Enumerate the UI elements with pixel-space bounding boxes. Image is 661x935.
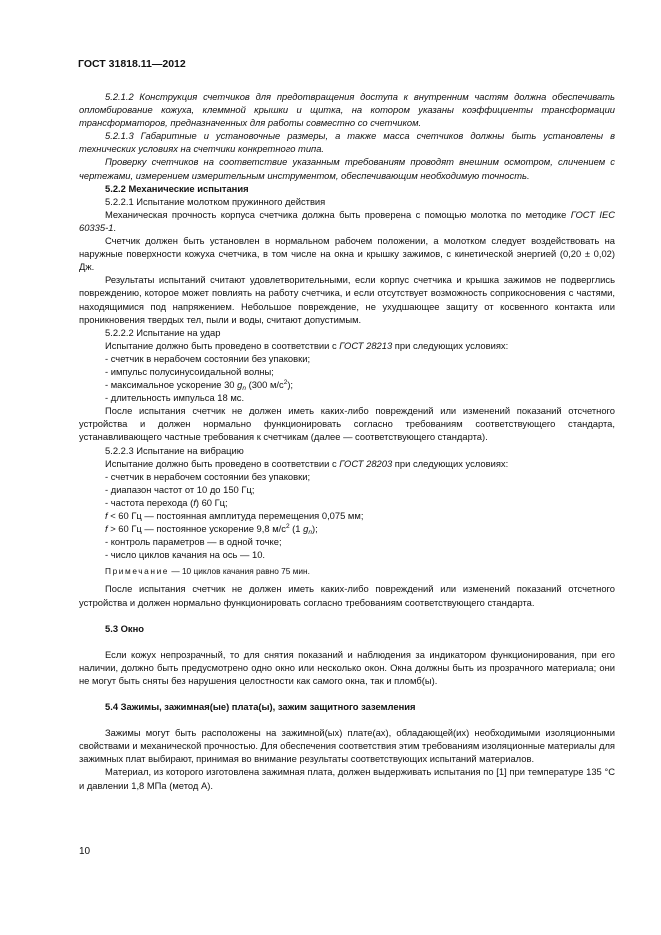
paragraph-after-vibration: После испытания счетчик не должен иметь каких-либо повреждений или изменений показаний отсчетного устройства и должен нормально функционировать согласно требованиям соответствующего стандарта.: [79, 583, 615, 608]
text: );: [311, 523, 318, 535]
symbol-g: g: [237, 379, 243, 391]
text: Испытание должно быть проведено в соответствии с: [105, 457, 340, 469]
paragraph-material: Материал, из которого изготовлена зажимная плата, должен выдерживать испытания по [1] при температуре 135 °С и давлении 1,8 МПа (метод А).: [79, 766, 615, 791]
text: > 60 Гц — постоянное ускорение 9,8 м/с: [107, 523, 286, 535]
heading-5-2-2-1: 5.2.2.1 Испытание молотком пружинного действия: [105, 195, 326, 207]
paragraph-after-shock: После испытания счетчик не должен иметь каких-либо повреждений или изменений показаний отсчетного устройства и должен нормально функционировать согласно требованиям соответствующего стандарта, устанавливающего частные требования к счетчикам (далее — соответствующего стандарта).: [79, 405, 615, 443]
list-item: [79, 509, 615, 522]
heading-5-4: 5.4 Зажимы, зажимная(ые) плата(ы), зажим защитного заземления: [105, 701, 416, 713]
text: );: [287, 379, 294, 391]
text: < 60 Гц — постоянная амплитуда перемещения 0,075 мм;: [107, 510, 364, 521]
spacer: [79, 713, 615, 726]
paragraph-mech-strength: [79, 208, 615, 234]
list-item: [79, 496, 615, 509]
text: (300 м/с: [245, 379, 284, 391]
standard-header: ГОСТ 31818.11—2012: [78, 58, 186, 70]
heading-5-3: 5.3 Окно: [105, 622, 145, 634]
spacer: [79, 609, 615, 622]
list-item: - счетчик в нерабочем состоянии без упаковки;: [105, 470, 311, 482]
paragraph-5-2-1-3: 5.2.1.3 Габаритные и установочные размеры, а также масса счетчиков должны быть установлены в технических условиях на счетчики конкретного типа.: [79, 130, 615, 155]
text: Механическая прочность корпуса счетчика должна быть проверена с помощью молотка по методике: [105, 208, 571, 220]
list-item: - контроль параметров — в одной точке;: [105, 536, 282, 548]
heading-5-2-2-2: 5.2.2.2 Испытание на удар: [105, 326, 221, 338]
note-text: — 10 циклов качания равно 75 мин.: [169, 566, 310, 577]
page-number: 10: [79, 846, 91, 857]
spacer: [79, 687, 615, 700]
note-label: Примечание: [105, 566, 170, 577]
symbol-g: g: [303, 523, 309, 535]
list-item: - диапазон частот от 10 до 150 Гц;: [105, 483, 255, 495]
symbol-f: f: [105, 523, 108, 535]
superscript: 2: [285, 523, 290, 531]
list-item: - импульс полусинусоидальной волны;: [105, 365, 274, 377]
list-item: - число циклов качания на ось — 10.: [105, 549, 266, 561]
list-item: - счетчик в нерабочем состоянии без упаковки;: [105, 352, 311, 364]
text: при следующих условиях:: [392, 457, 509, 469]
paragraph-vibration: [79, 457, 615, 470]
paragraph-results: Результаты испытаний считают удовлетворительными, если корпус счетчика и крышка зажимов не подверглись повреждению, которое может повлиять на работу счетчика, и если отсутствует возможность соприкосновения с частями, находящимися под напряжением. Небольшое повреждение, не ухудшающее защиту от косвенного контакта или проникновения твердых тел, пыли и воды, считают допустимым.: [79, 274, 615, 325]
subscript: n: [242, 385, 246, 393]
text: Испытание должно быть проведено в соответствии с: [105, 339, 340, 351]
note: [79, 565, 615, 578]
text: (1: [289, 523, 304, 535]
heading-5-2-2: 5.2.2 Механические испытания: [105, 182, 249, 194]
subscript: n: [308, 529, 312, 537]
superscript: 2: [283, 379, 288, 387]
text: ) 60 Гц;: [195, 496, 228, 508]
standard-reference: ГОСТ 28213: [339, 339, 393, 351]
paragraph-5-2-1-2: 5.2.1.2 Конструкция счетчиков для предотвращения доступа к внутренним частям должна обеспечивать опломбирование кожуха, клеммной крышки и щитка, на котором указаны коэффициенты трансформации трансформаторов, предназначенных для работы совместно со счетчиком.: [79, 91, 615, 129]
list-item: [79, 378, 615, 391]
standard-reference: ГОСТ IEC 60335-1: [79, 208, 616, 233]
paragraph-install: Счетчик должен быть установлен в нормальном рабочем положении, а молотком следует воздействовать на наружные поверхности кожуха счетчика, в том числе на окна и крышку зажимов, с кинетической энергией (0,20 ± 0,02) Дж.: [79, 235, 615, 273]
standard-reference: ГОСТ 28203: [339, 457, 393, 469]
paragraph-check: Проверку счетчиков на соответствие указанным требованиям проводят внешним осмотром, сличением с чертежами, измерением измерительным инструментом, обеспечивающим необходимую точность.: [79, 156, 615, 181]
text: .: [113, 221, 117, 233]
paragraph-window: Если кожух непрозрачный, то для снятия показаний и наблюдения за индикатором функционирования, при его наличии, должно быть предусмотрено одно окно или несколько окон. Окна должны быть из прозрачного материала; они не могут быть сняты без нарушения целостности как самого окна, так и пломб(ы).: [79, 648, 615, 686]
symbol-f: f: [193, 496, 196, 508]
paragraph-clamps: Зажимы могут быть расположены на зажимной(ых) плате(ах), обладающей(их) необходимыми изоляционными свойствами и механической прочностью. Для обеспечения соответствия этим требованиям изоляционные материалы для зажимных плат выбирают, принимая во внимание результаты соответствующих испытаний материалов.: [79, 727, 615, 765]
heading-5-2-2-3: 5.2.2.3 Испытание на вибрацию: [105, 444, 244, 456]
document-body: [79, 90, 615, 792]
list-item: [79, 522, 615, 535]
list-item: - длительность импульса 18 мс.: [105, 392, 245, 404]
symbol-f: f: [105, 510, 108, 521]
text: при следующих условиях:: [392, 339, 509, 351]
spacer: [79, 635, 615, 648]
text: - максимальное ускорение 30: [105, 379, 238, 391]
paragraph-shock: [79, 339, 615, 352]
text: - частота перехода (: [105, 496, 194, 508]
